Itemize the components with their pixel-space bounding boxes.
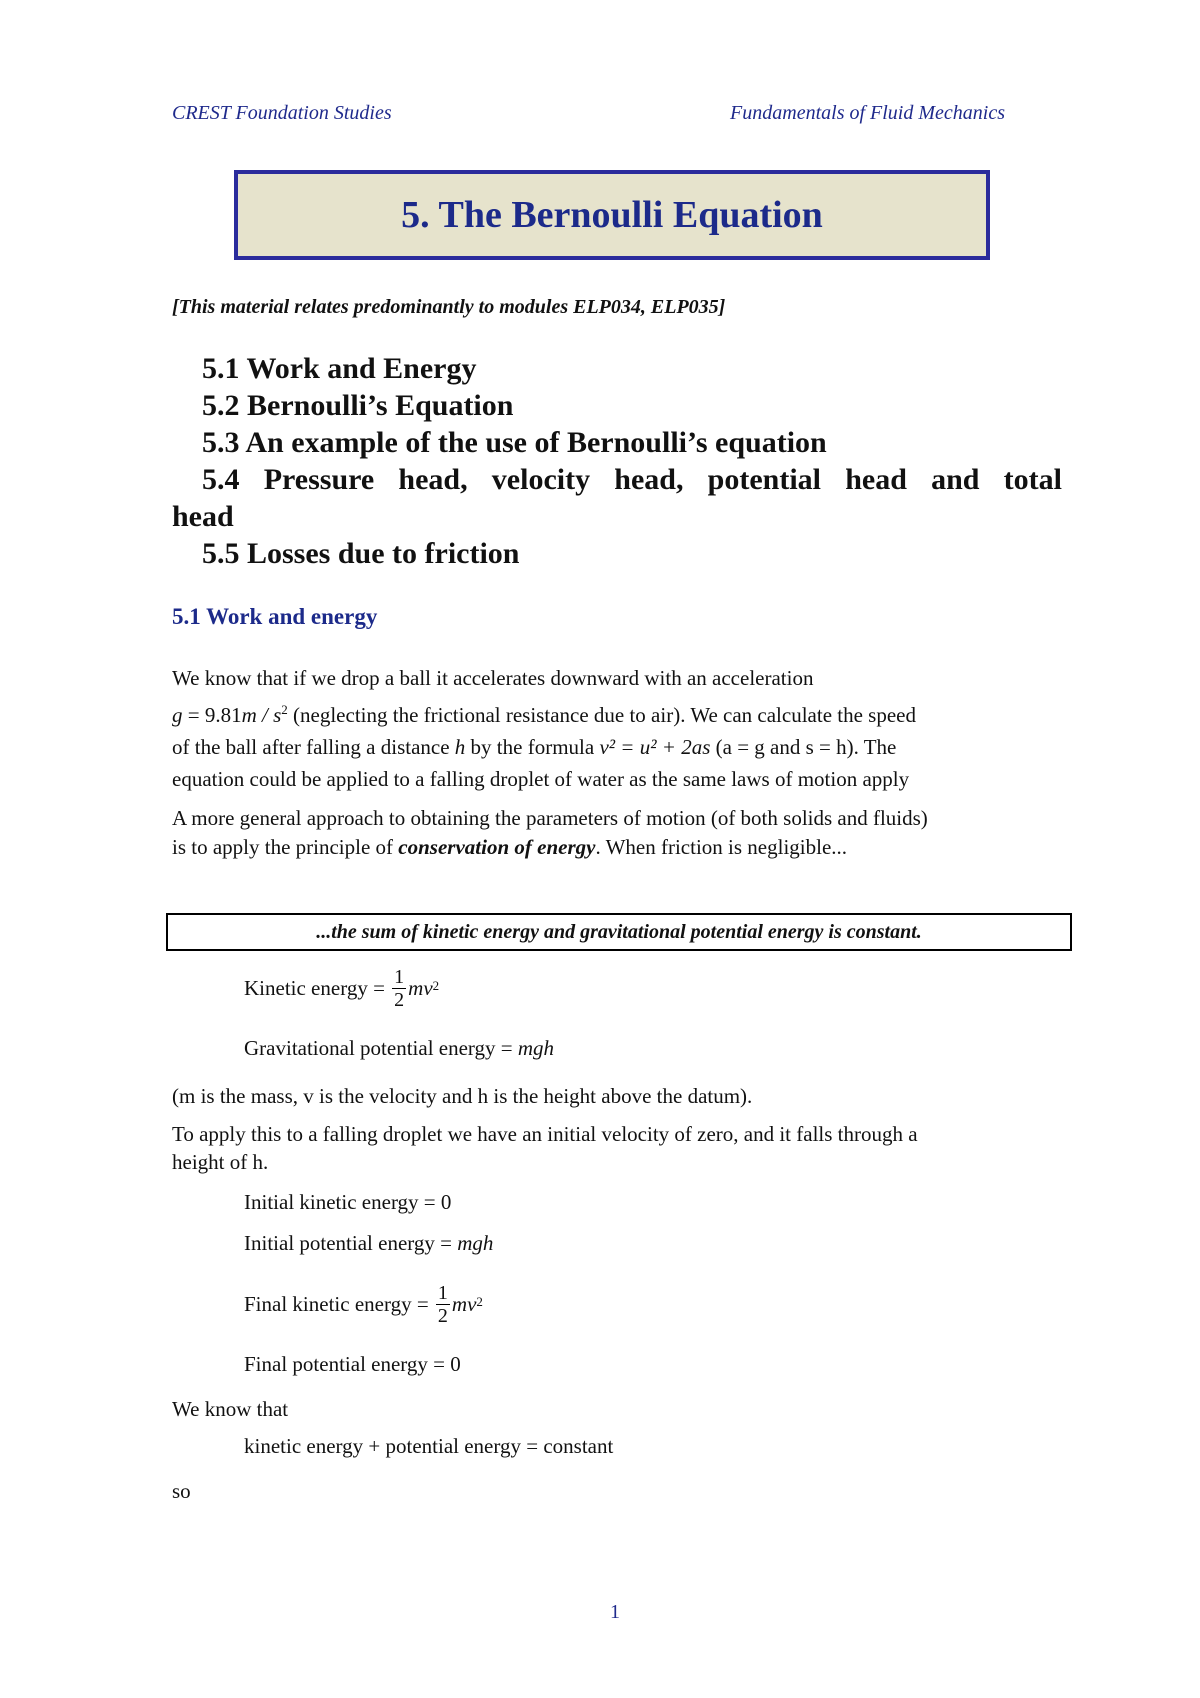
initial-ke: Initial kinetic energy = 0 — [244, 1190, 452, 1214]
p1-line3 — [172, 731, 1072, 763]
p1-h: h — [454, 735, 466, 759]
p1-line3-a: of the ball after falling a distance — [172, 735, 455, 759]
header-right: Fundamentals of Fluid Mechanics — [730, 102, 1005, 124]
p2-line1: A more general approach to obtaining the parameters of motion (of both solids and fluids) — [172, 806, 928, 830]
toc-item-4-w4: head, — [614, 463, 684, 496]
initial-pe — [244, 1231, 493, 1256]
toc-item-2: 5.2 Bernoulli’s Equation — [202, 389, 514, 422]
section-heading: 5.1 Work and energy — [172, 604, 378, 629]
key-statement-box: ...the sum of kinetic energy and gravitational potential energy is constant. — [166, 913, 1072, 951]
p1-formula: v² = u² + 2as — [599, 735, 711, 759]
final-ke-label: Final kinetic energy = — [244, 1292, 429, 1316]
p2-line2-a: is to apply the principle of — [172, 835, 399, 859]
sum-line: kinetic energy + potential energy = constant — [244, 1434, 614, 1458]
toc-item-4-w1: Pressure — [263, 463, 375, 496]
header-left: CREST Foundation Studies — [172, 102, 392, 124]
variables-line: (m is the mass, v is the velocity and h is the height above the datum). — [172, 1084, 753, 1108]
gpe-eq — [244, 1036, 554, 1061]
ke-frac-num: 1 — [394, 966, 405, 988]
kinetic-energy-eq: Kinetic energy = $\frac{1}{2}$ mv 2 — [244, 966, 440, 1011]
toc-item-1: 5.1 Work and Energy — [202, 352, 477, 385]
toc-item-4-w2: head, — [398, 463, 468, 496]
page-title: 5. The Bernoulli Equation — [401, 194, 823, 236]
page-number: 1 — [610, 1601, 620, 1623]
p2-emph: conservation of energy — [398, 835, 596, 859]
p1-eq: = 9.81 — [187, 703, 242, 727]
ke-frac-den: 2 — [394, 989, 405, 1011]
p1-unit: m / s — [241, 703, 282, 727]
toc-item-3: 5.3 An example of the use of Bernoulli’s equation — [202, 426, 827, 459]
apply-paragraph — [172, 1120, 1072, 1176]
relates-note: [This material relates predominantly to modules ELP034, ELP035] — [172, 296, 726, 318]
so-word: so — [172, 1479, 191, 1503]
p1-after-g: (neglecting the frictional resistance due to air). We can calculate the speed — [287, 703, 916, 727]
final-ke-fraction — [436, 1282, 450, 1327]
init-pe-label: Initial potential energy = — [244, 1231, 452, 1255]
apply-line2: height of h. — [172, 1150, 269, 1174]
gpe-tail: mgh — [517, 1036, 555, 1060]
title-box — [234, 170, 990, 260]
paragraph-2 — [172, 804, 1092, 862]
ke-label: Kinetic energy = — [244, 976, 385, 1000]
ke-fraction — [392, 966, 406, 1011]
toc-item-5: 5.5 Losses due to friction — [202, 537, 520, 570]
toc-item-4-w0: 5.4 — [202, 463, 240, 496]
final-ke-tail: mv — [451, 1292, 477, 1316]
p1-g: g — [172, 703, 183, 727]
paragraph-1 — [172, 662, 1072, 795]
final-frac-num: 1 — [437, 1282, 448, 1304]
p1-line2: $g = 9.81m / s^2$ (neglecting the frictional resistance due to air). We can calculate the speed — [172, 702, 916, 727]
p1-line1: We know that if we drop a ball it accelerates downward with an acceleration — [172, 666, 814, 690]
toc — [172, 350, 1062, 572]
toc-item-4-w5: potential — [707, 463, 821, 496]
final-pe: Final potential energy = 0 — [244, 1352, 461, 1376]
ke-tail: mv — [408, 976, 433, 1000]
toc-item-4 — [172, 461, 1062, 498]
toc-item-4-cont: head — [172, 500, 234, 533]
p1-cond: (a = g and s = h). The — [710, 735, 897, 759]
apply-line1: To apply this to a falling droplet we have an initial velocity of zero, and it falls through a — [172, 1122, 918, 1146]
init-pe-tail: mgh — [457, 1231, 494, 1255]
toc-item-4-w3: velocity — [491, 463, 591, 496]
final-ke: Final kinetic energy = $\frac{1}{2}$ mv 2 — [244, 1282, 483, 1327]
p2-line2 — [172, 833, 1092, 862]
p1-line3-b: by the formula — [465, 735, 600, 759]
toc-item-4-w8: total — [1003, 463, 1062, 496]
toc-item-4-w7: and — [931, 463, 980, 496]
toc-item-4-w6: head — [845, 463, 907, 496]
gpe-label: Gravitational potential energy = — [244, 1036, 513, 1060]
we-know: We know that — [172, 1397, 289, 1421]
final-frac-den: 2 — [437, 1305, 448, 1327]
p1-line4: equation could be applied to a falling droplet of water as the same laws of motion apply — [172, 767, 910, 791]
p2-line2-b: . When friction is negligible... — [595, 835, 848, 859]
